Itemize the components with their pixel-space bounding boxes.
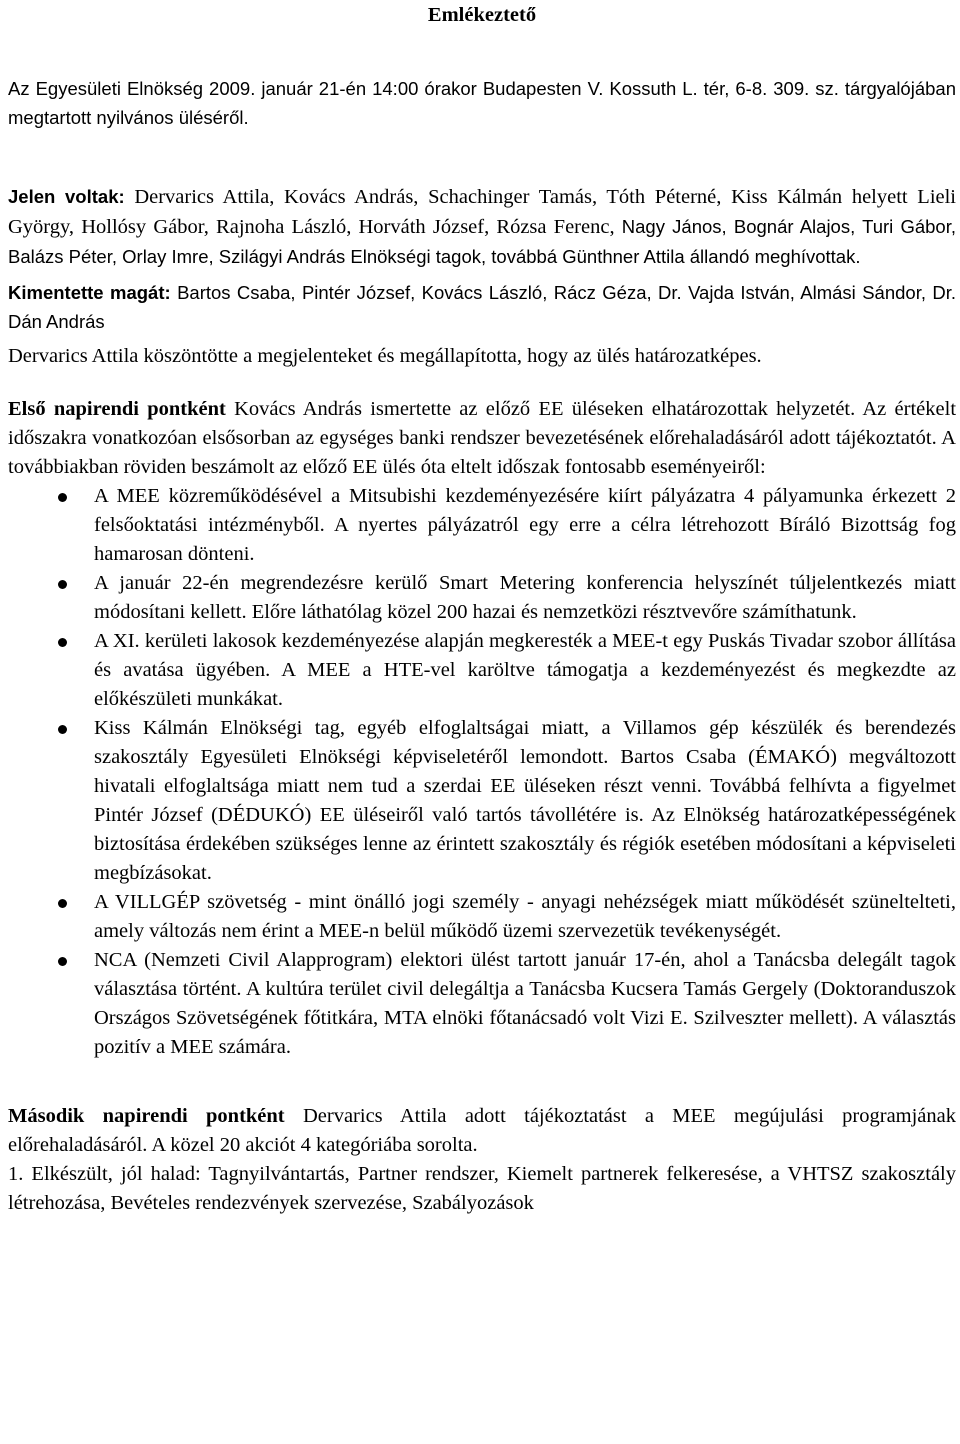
document-page (8, 0, 956, 1218)
list-item: A MEE közreműködésével a Mitsubishi kezdeményezésére kiírt pályázatra 4 pályamunka érkezett 2 felsőoktatási intézményből. A nyertes pályázatról egy erre a célra létrehozott Bíráló Bizottság fog hamarosan dönteni. (8, 482, 956, 569)
agenda-1-text: Kovács András ismertette az előző EE üléseken elhatározottak helyzetét. Az értékelt időszakra vonatkozóan elsősorban az egységes banki rendszer bevezetésének előrehaladásáról adott tájékoztatót. A továbbiakban röviden beszámolt az előző EE ülés óta eltelt időszak fontosabb eseményeiről: (8, 398, 957, 478)
bullet-icon (58, 957, 67, 966)
present-label: Jelen voltak: (8, 186, 125, 207)
attendance-present (8, 182, 956, 272)
attendance-excused (8, 278, 956, 336)
agenda-1-paragraph (8, 395, 956, 482)
list-item: A VILLGÉP szövetség - mint önálló jogi személy - anyagi nehézségek miatt működését szüneltelteti, amely változás nem érint a MEE-n belül működő üzemi szervezetük tevékenységét. (8, 888, 956, 946)
agenda-1-list (8, 482, 956, 1062)
agenda-2-text: Dervarics Attila adott tájékoztatást a MEE megújulási programjának előrehaladásáról. A közel 20 akciót 4 kategóriába sorolta. (8, 1105, 957, 1156)
excused-label: Kimentette magát: (8, 282, 171, 303)
bullet-icon (58, 580, 67, 589)
bullet-icon (58, 725, 67, 734)
agenda-1-label: Első napirendi pontként (8, 398, 226, 420)
present-names-part2: Nagy János, Bognár Alajos, Turi Gábor, Balázs Péter, Orlay Imre, Szilágyi András Elnökségi tagok, továbbá Günthner Attila állandó meghívottak. (8, 216, 956, 267)
agenda-2-paragraph (8, 1102, 956, 1160)
list-item: A január 22-én megrendezésre kerülő Smart Metering konferencia helyszínét túljelentkezés miatt módosítani kellett. Előre láthatólag közel 200 hazai és nemzetközi résztvevőre számíthatunk. (8, 569, 956, 627)
bullet-icon (58, 638, 67, 647)
agenda-2-point-1: 1. Elkészült, jól halad: Tagnyilvántartás, Partner rendszer, Kiemelt partnerek felkeresése, a VHTSZ szakosztály létrehozása, Bevételes rendezvények szervezése, Szabályozások (8, 1163, 956, 1214)
list-item: A XI. kerületi lakosok kezdeményezése alapján megkeresték a MEE-t egy Puskás Tivadar szobor állítása és avatása ügyében. A MEE a HTE-vel karöltve támogatja a kezdeményezést és megkezdte az előkészületi munkákat. (8, 627, 956, 714)
present-names-part1: Dervarics Attila, Kovács András, Schachinger Tamás, Tóth Péterné, Kiss Kálmán helyett Lieli György, Hollósy Gábor, Rajnoha László, Horváth József, Rózsa Ferenc, (8, 186, 956, 238)
document-title: Emlékeztető (427, 4, 537, 26)
list-item: Kiss Kálmán Elnökségi tag, egyéb elfoglaltságai miatt, a Villamos gép készülék és berendezés szakosztály Egyesületi Elnökségi képviseletéről lemondott. Bartos Csaba (ÉMAKÓ) megváltozott hivatali elfoglaltsága miatt nem tud a szerdai EE üléseken részt venni. Továbbá felhívta a figyelmet Pintér József (DÉDUKÓ) EE üléseiről való tartós távollétére is. Az Elnökség határozatképességének biztosítása érdekében szükséges lenne az érintett szakosztály és régiók esetében módosítani a képviseleti megbízásokat. (8, 714, 956, 888)
bullet-icon (58, 899, 67, 908)
meeting-intro: Az Egyesületi Elnökség 2009. január 21-én 14:00 órakor Budapesten V. Kossuth L. tér, 6-8. 309. sz. tárgyalójában megtartott nyilvános üléséről. (8, 78, 956, 128)
excused-names: Bartos Csaba, Pintér József, Kovács László, Rácz Géza, Dr. Vajda István, Almási Sándor, Dr. Dán András (8, 282, 957, 332)
welcome-statement: Dervarics Attila köszöntötte a megjelenteket és megállapította, hogy az ülés határozatképes. (8, 345, 762, 367)
agenda-2-label: Második napirendi pontként (8, 1105, 285, 1127)
list-item: NCA (Nemzeti Civil Alapprogram) elektori ülést tartott január 17-én, ahol a Tanácsba delegált tagok választása történt. A kultúra terület civil delegáltja a Tanácsba Kucsera Tamás Gergely (Doktoranduszok Országos Szövetségének főtitkára, MTA elnöki főtanácsadó volt Vizi E. Szilveszter mellett). A választás pozitív a MEE számára. (8, 946, 956, 1062)
bullet-icon (58, 493, 67, 502)
